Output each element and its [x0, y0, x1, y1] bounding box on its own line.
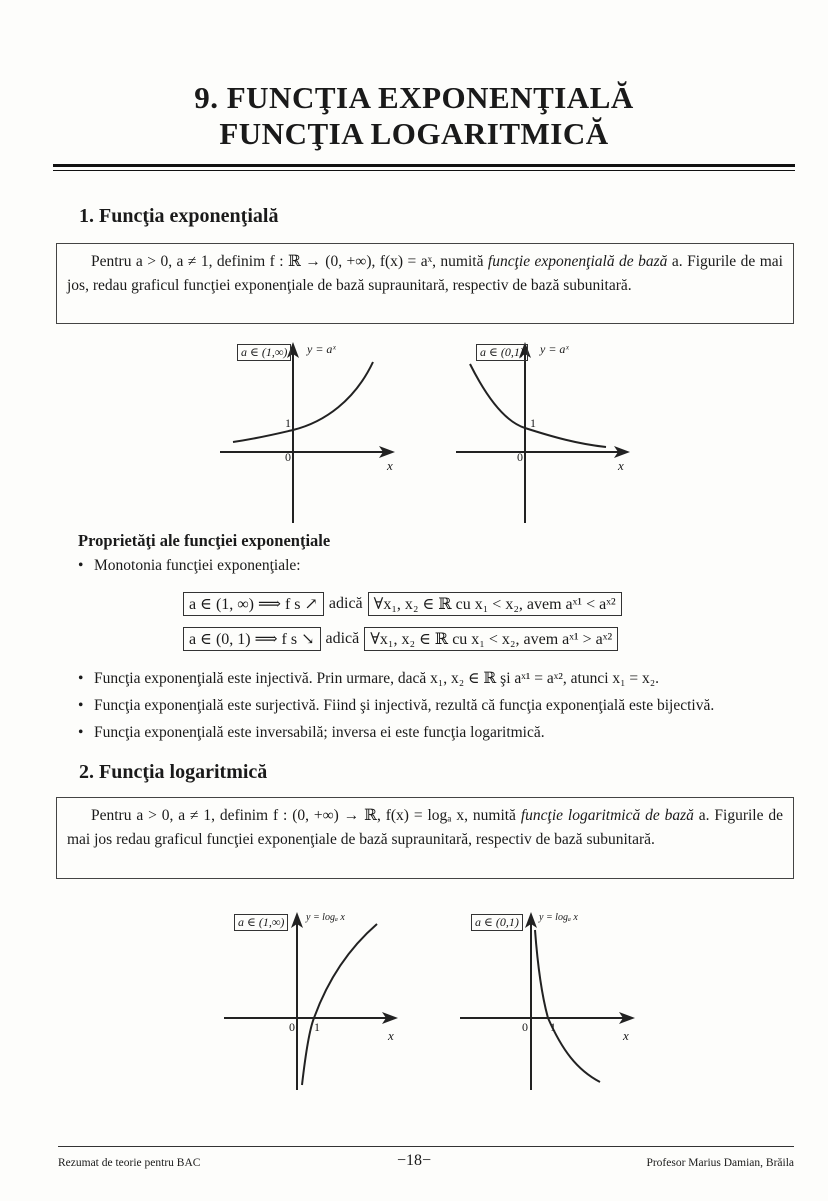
monotony-explanation: ∀x₁, x₂ ∈ ℝ cu x₁ < x₂, avem aˣ¹ < aˣ² — [368, 592, 622, 616]
monotony-condition: a ∈ (0, 1) ⟹ f s ↘ — [183, 627, 321, 651]
title-line-2: FUNCŢIA LOGARITMICĂ — [219, 116, 609, 151]
x-axis-label: x — [388, 1028, 394, 1043]
y-tick-1: 1 — [285, 416, 291, 430]
origin-label: 0 — [289, 1020, 295, 1034]
monotony-bullet — [78, 555, 301, 577]
bullet-dot: • — [78, 697, 84, 714]
log-def-text: Pentru a > 0, a ≠ 1, definim f : (0, +∞) → ℝ, f(x) = logₐ x, numită — [91, 807, 521, 824]
graph-badge: a ∈ (1,∞) — [234, 914, 288, 931]
page-number: −18− — [396, 1152, 432, 1169]
monotony-row-increasing — [183, 592, 622, 616]
exp-def-suffix: a. Figurile de mai jos, redau graficul funcţiei exponenţiale de bază supraunitară, respectiv de bază subunitară. — [67, 253, 783, 294]
x-axis-label: x — [618, 458, 624, 473]
x-tick-1: 1 — [314, 1020, 320, 1034]
graph-exp-decreasing — [448, 340, 638, 525]
section-2-heading: 2. Funcţia logaritmică — [79, 761, 268, 783]
footer-left: Rezumat de teorie pentru BAC — [58, 1157, 201, 1169]
monotony-condition: a ∈ (1, ∞) ⟹ f s ↗ — [183, 592, 324, 616]
property-text: Funcţia exponenţială este surjectivă. Fiind şi injectivă, rezultă că funcţia exponenţială este bijectivă. — [94, 697, 715, 714]
property-bullet — [78, 695, 714, 717]
origin-label: 0 — [517, 450, 523, 464]
bullet-dot: • — [78, 557, 84, 574]
monotony-explanation: ∀x₁, x₂ ∈ ℝ cu x₁ < x₂, avem aˣ¹ > aˣ² — [364, 627, 618, 651]
y-tick-1: 1 — [530, 416, 536, 430]
graph-function-label: y = aˣ — [307, 342, 336, 356]
x-tick-1: 1 — [550, 1020, 556, 1034]
monotony-row-decreasing — [183, 627, 618, 651]
exp-def-text: Pentru a > 0, a ≠ 1, definim f : ℝ → (0, +∞), f(x) = aˣ, numită — [91, 253, 488, 270]
graph-function-label: y = logₐ x — [306, 912, 345, 923]
property-text: Funcţia exponenţială este inversabilă; inversa ei este funcţia logaritmică. — [94, 724, 545, 741]
graph-exp-increasing — [215, 340, 405, 525]
title-rule-thin — [53, 170, 795, 171]
properties-heading: Proprietăţi ale funcţiei exponenţiale — [78, 531, 331, 550]
footer-rule — [58, 1146, 794, 1147]
monotony-connector: adică — [328, 595, 363, 612]
exp-def-italic: funcţie exponenţială de bază — [487, 253, 668, 270]
graph-log-decreasing — [457, 910, 647, 1095]
graph-badge: a ∈ (0,1) — [471, 914, 523, 931]
log-def-italic: funcţie logaritmică de bază — [520, 807, 694, 824]
page-title — [0, 80, 828, 152]
property-bullet — [78, 668, 659, 690]
x-axis-label: x — [387, 458, 393, 473]
monotony-connector: adică — [325, 630, 360, 647]
section-1-heading: 1. Funcţia exponenţială — [79, 205, 279, 227]
title-line-1: 9. FUNCŢIA EXPONENŢIALĂ — [194, 80, 634, 115]
bullet-dot: • — [78, 724, 84, 741]
x-axis-label: x — [623, 1028, 629, 1043]
monotony-label: Monotonia funcţiei exponenţiale: — [94, 557, 301, 574]
log-def-suffix: a. Figurile de mai jos redau graficul funcţiei exponenţiale de bază supraunitară, respectiv de bază subunitară. — [67, 807, 783, 848]
log-definition-box — [56, 797, 794, 879]
origin-label: 0 — [285, 450, 291, 464]
graph-badge: a ∈ (1,∞) — [237, 344, 291, 361]
graph-badge: a ∈ (0,1) — [476, 344, 528, 361]
graph-function-label: y = logₐ x — [539, 912, 578, 923]
graph-function-label: y = aˣ — [540, 342, 569, 356]
exp-definition-box — [56, 243, 794, 324]
property-text: Funcţia exponenţială este injectivă. Prin urmare, dacă x₁, x₂ ∈ ℝ şi aˣ¹ = aˣ², atunci x₁ = x₂. — [94, 670, 660, 687]
graph-log-increasing — [222, 910, 412, 1095]
bullet-dot: • — [78, 670, 84, 687]
title-rule-thick — [53, 164, 795, 167]
footer-right: Profesor Marius Damian, Brăila — [646, 1157, 794, 1169]
origin-label: 0 — [522, 1020, 528, 1034]
property-bullet — [78, 722, 545, 744]
